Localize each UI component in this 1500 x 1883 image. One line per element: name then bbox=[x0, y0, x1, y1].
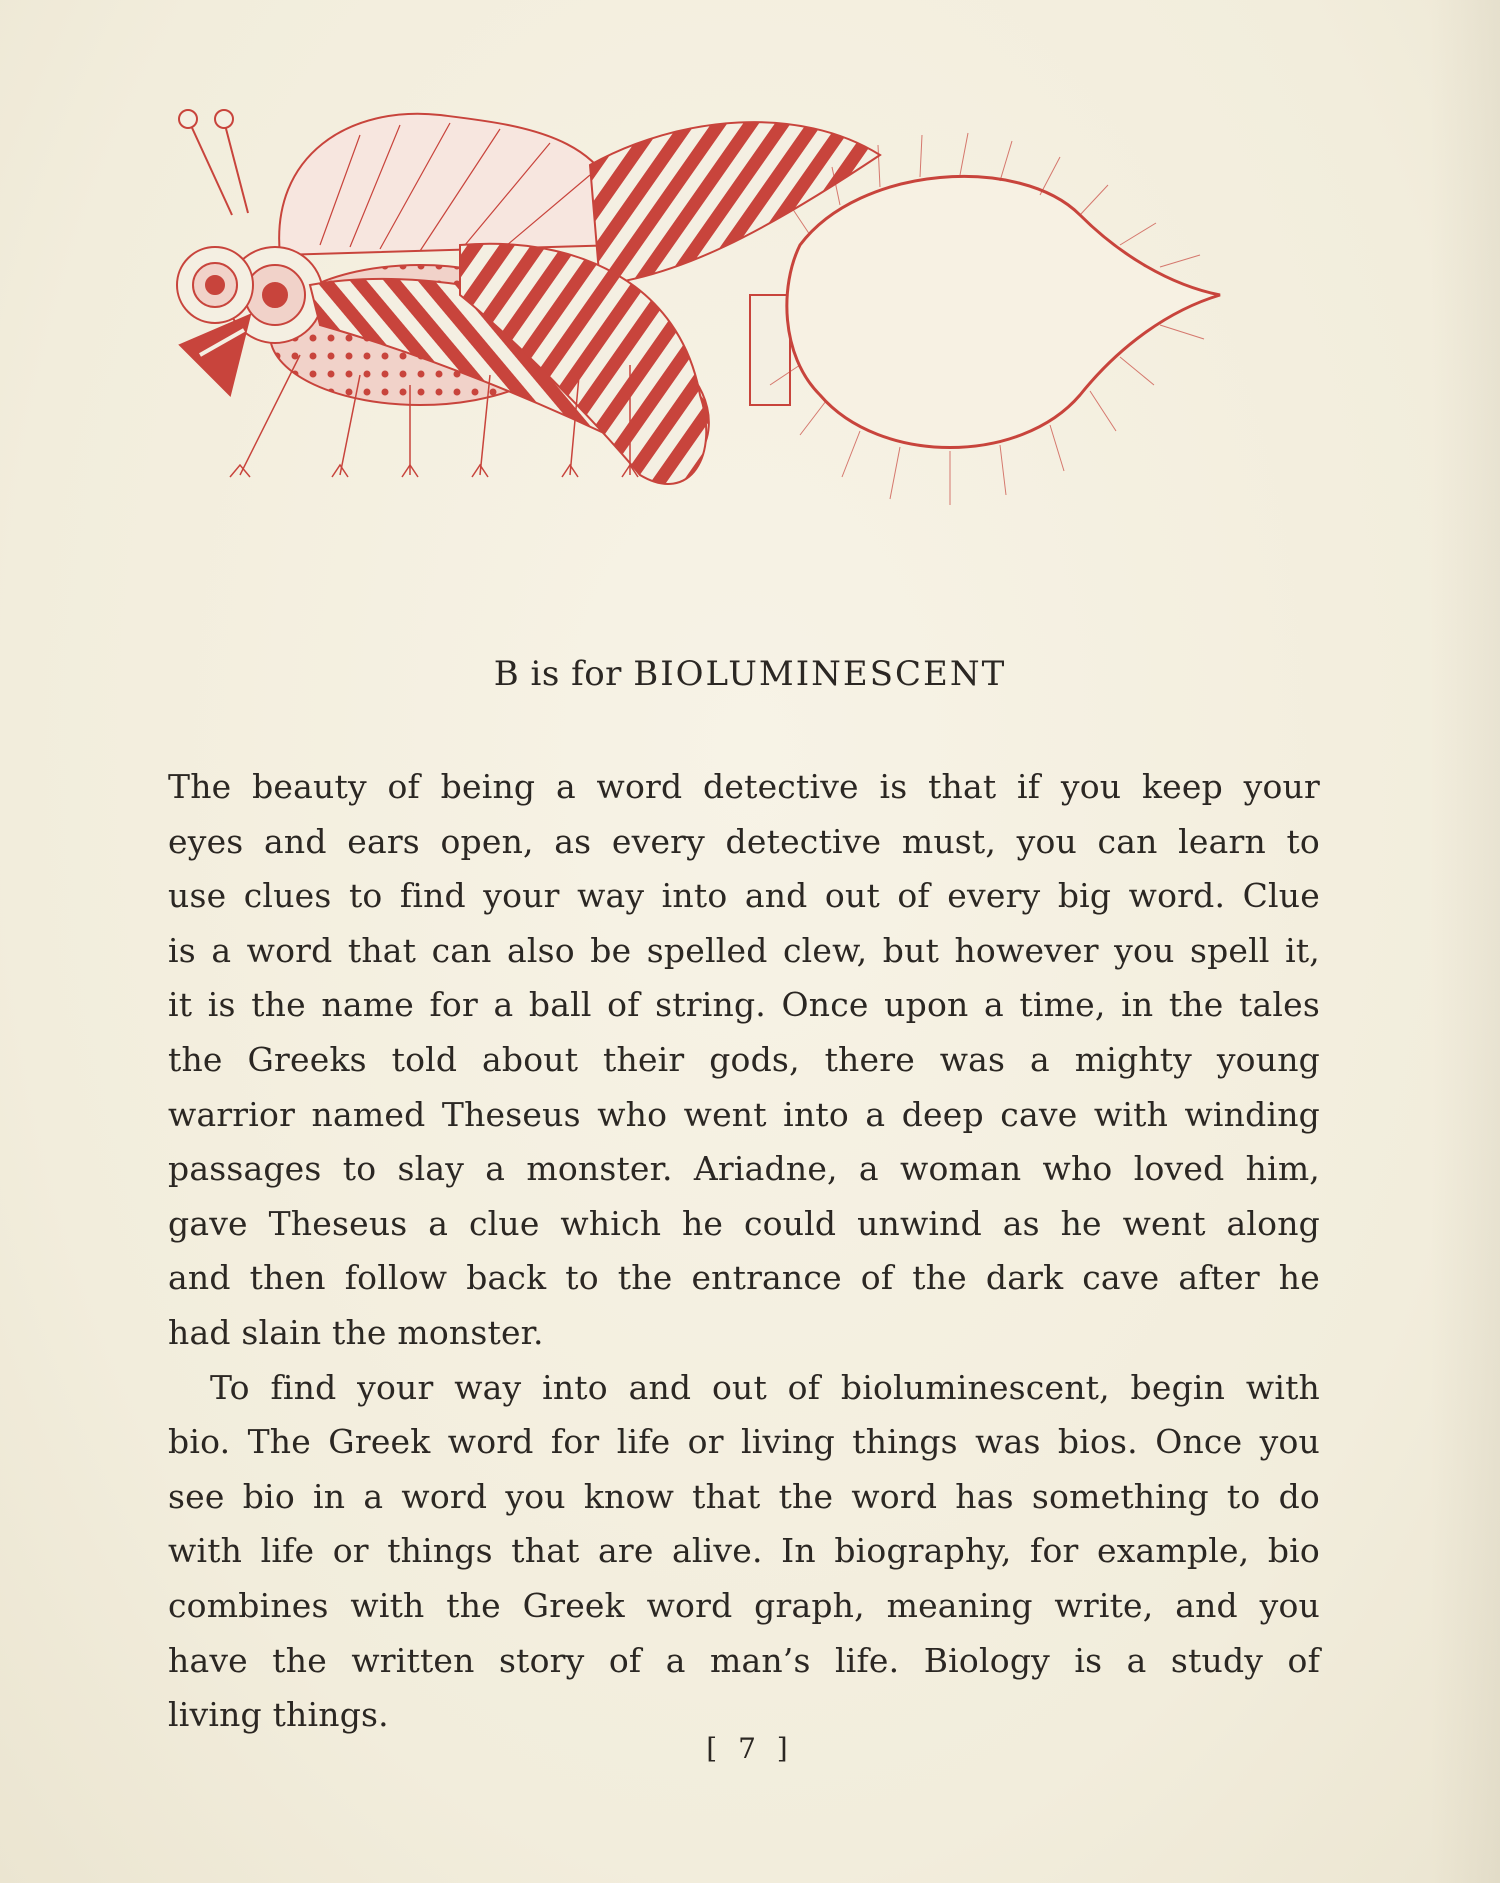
text-line: with life or things that are alive. In biography, for example, bio bbox=[168, 1531, 1320, 1571]
title-word: BIOLUMINESCENT bbox=[633, 654, 1007, 694]
text-line: warrior named Theseus who went into a deep cave with winding bbox=[168, 1094, 1320, 1134]
body-text bbox=[168, 760, 1320, 1743]
text-line: use clues to find your way into and out of every big word. Clue bbox=[168, 876, 1320, 916]
firefly-illustration bbox=[160, 95, 1330, 605]
text-line: living things. bbox=[168, 1695, 389, 1735]
text-line: is a word that can also be spelled clew, but however you spell it, bbox=[168, 930, 1320, 970]
title-prefix: B is for bbox=[493, 654, 622, 694]
text-line: the Greeks told about their gods, there was a mighty young bbox=[168, 1039, 1320, 1079]
text-line: The beauty of being a word detective is that if you keep your bbox=[168, 767, 1320, 806]
text-line: bio. The Greek word for life or living things was bios. Once you bbox=[168, 1422, 1320, 1462]
paragraph-1 bbox=[168, 760, 1320, 1361]
chapter-title bbox=[0, 654, 1500, 694]
page-number: [ 7 ] bbox=[706, 1732, 794, 1765]
text-line: combines with the Greek word graph, meaning write, and you bbox=[168, 1585, 1320, 1625]
text-line: eyes and ears open, as every detective must, you can learn to bbox=[168, 821, 1320, 861]
paragraph-2 bbox=[168, 1361, 1320, 1743]
text-line: and then follow back to the entrance of the dark cave after he bbox=[168, 1258, 1320, 1298]
text-line: see bio in a word you know that the word has something to do bbox=[168, 1476, 1320, 1516]
page-gutter-shadow bbox=[1430, 0, 1500, 1883]
text-line: had slain the monster. bbox=[168, 1312, 544, 1352]
text-line: gave Theseus a clue which he could unwind as he went along bbox=[168, 1203, 1320, 1243]
text-line: To find your way into and out of bioluminescent, begin with bbox=[210, 1367, 1320, 1407]
text-line: it is the name for a ball of string. Once upon a time, in the tales bbox=[168, 985, 1320, 1025]
text-line: have the written story of a man’s life. Biology is a study of bbox=[168, 1640, 1320, 1680]
text-line: passages to slay a monster. Ariadne, a woman who loved him, bbox=[168, 1149, 1320, 1189]
